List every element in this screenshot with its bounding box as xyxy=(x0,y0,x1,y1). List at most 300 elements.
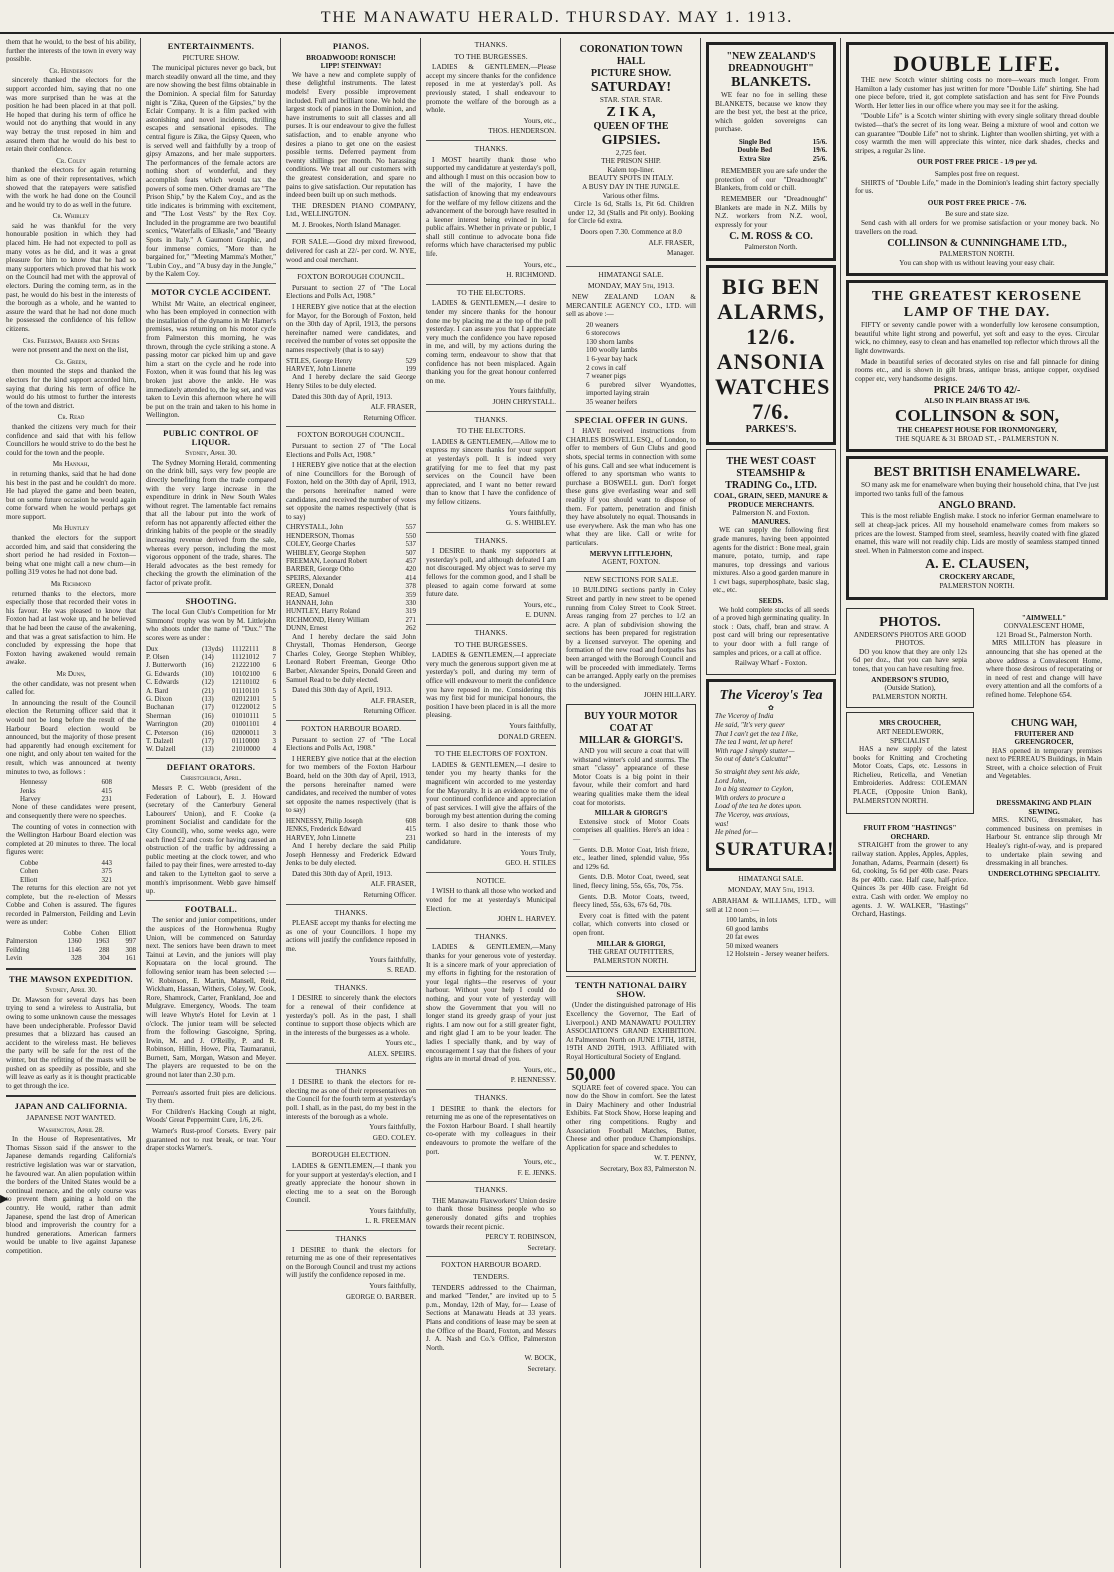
ad-firm: A. E. CLAUSEN, xyxy=(925,557,1029,573)
ad-line: WATCHES xyxy=(715,373,831,399)
viceroys-tea-ad xyxy=(706,679,836,871)
list-item: 12 Holstein - Jersey weaner heifers. xyxy=(726,950,829,959)
table-row: W. Dalzell (13) 21010000 4 xyxy=(146,745,276,754)
ad-line: Doors open 7.30. Commence at 8.0 xyxy=(580,227,682,236)
signature: GEO. H. STILES xyxy=(505,859,556,868)
notice-heading: THANKS. xyxy=(474,143,508,153)
speaker-name: Cr. Henderson xyxy=(49,66,93,75)
ad-title: "AIMWELL" xyxy=(1021,613,1067,622)
divider xyxy=(286,233,416,234)
divider xyxy=(286,720,416,721)
list-item: 130 shorn lambs xyxy=(586,337,634,346)
notice-heading: THANKS. xyxy=(474,40,508,49)
dateline: Christchurch, April. xyxy=(180,774,242,783)
poem-line: He pined for— xyxy=(715,828,758,837)
poem-line: The tea I want, let up here! xyxy=(715,738,793,747)
divider xyxy=(426,928,556,929)
ad-line: FRUITERER AND GREENGROCER, xyxy=(1014,729,1074,747)
table-row: SPEIRS, Alexander 414 xyxy=(286,573,416,582)
article-text: returned thanks to the electors, more especially those that recorded their votes in his favour. He was pleased to know that Foxton had at last woke up, and he believed that he had been the cause of the awakening, and that was a great satisfaction to him. He concluded by expressing the hope that Foxton having awakened would remain awake. xyxy=(6,589,136,667)
article-text: sincerely thanked the electors for the support accorded him, saying that no one was more surprised than he was at the position he had been placed in at that poll. He hoped that during his term of office he would not do anything that would in any way betray the trust reposed in him and assured them that he would do his best to retain their confidence. xyxy=(6,76,136,154)
article-heading: JAPAN AND CALIFORNIA. xyxy=(14,1101,128,1112)
notice-text: LADIES & GENTLEMEN,—I thank you for your support at yesterday's election, and I greatly appreciate the honour shown in electing me to a seat on the Borough Council. xyxy=(286,1161,416,1205)
signature: JOHN HILLARY. xyxy=(643,691,696,700)
ad-price: OUR POST FREE PRICE - 7/6. xyxy=(927,198,1027,207)
article-text: Dr. Mawson for several days has been trying to send a wireless to Australia, but owing to some unknown cause the messages have been undecipherable. Professor David presumes that a blizzard has caused an accident to the wireless mast. He believes the party will be safe for the rest of the winter, but the refitting of the masts will be pushed on as speedily as possible, and she will leave as early as it is thought practicable to get through the ice. xyxy=(6,995,136,1090)
towns-results-table xyxy=(6,929,136,963)
dateline: Washington, April 28. xyxy=(38,1125,104,1134)
article-text: The counting of votes in connection with the Wellington Harbour Board election was completed at 20 minutes to three. The local figures were: xyxy=(6,822,136,857)
column-rule xyxy=(280,38,281,1568)
notice-heading: THANKS. xyxy=(474,628,508,638)
poem-line: With rage I simply stutter— xyxy=(715,746,795,755)
table-row: Harvey 231 xyxy=(20,794,112,803)
divider xyxy=(426,745,556,746)
notice-text: I HEREBY give notice that at the election for two members of the Foxton Harbour Board, held on the 30th day of April, 1913, the persons hereinafter named were candidates, and received the number of votes set opposite the names respectively (that is to say) xyxy=(286,754,416,815)
signature-role: Manager. xyxy=(667,249,694,258)
ad-place: PALMERSTON NORTH. xyxy=(939,250,1015,259)
ad-place: PALMERSTON NORTH. xyxy=(593,956,669,965)
ad-title: "NEW ZEALAND'S DREADNOUGHT" xyxy=(726,51,816,74)
dreadnought-blankets-ad xyxy=(706,42,836,261)
article-heading: PUBLIC CONTROL OF LIQUOR. xyxy=(163,427,259,447)
table-row: Jenks 415 xyxy=(20,786,112,795)
ad-line: Kalem top-liner. xyxy=(607,165,655,174)
table-row: Extra Size 25/6. xyxy=(739,154,827,163)
divider xyxy=(286,979,416,980)
ad-title: DOUBLE LIFE. xyxy=(893,51,1061,76)
table-row: WHIBLEY, George Stephen 507 xyxy=(286,548,416,557)
list-item: 6 storecows xyxy=(586,329,621,338)
ad-title: THE GREATEST KEROSENE LAMP OF THE DAY. xyxy=(871,289,1083,321)
column-7 xyxy=(842,38,1112,1568)
ad-line: Be sure and state size. xyxy=(945,210,1009,219)
speaker-name: Cr. Whibley xyxy=(52,212,90,221)
table-row: CHRYSTALL, John 557 xyxy=(286,523,416,532)
ad-firm: COLLINSON & CUNNINGHAME LTD., xyxy=(887,238,1067,250)
notice-text: LADIES & GENTLEMEN,—Allow me to express my sincere thanks for your support at yesterday's poll. It is indeed very gratifying for me to feel that my past services on the Council have been appreciated, and I want no better reward than to know that I have the confidence of my fellow citizens. xyxy=(426,437,556,506)
section-heading: ENTERTAINMENTS. xyxy=(167,41,255,51)
notice-heading: HIMATANGI SALE. xyxy=(598,269,664,279)
dressmaking-ad xyxy=(980,793,1108,884)
article-heading: FOOTBALL. xyxy=(184,903,238,914)
divider xyxy=(6,1095,136,1097)
notice-subheading: TENDERS. xyxy=(472,1272,510,1282)
notice-heading: BOROUGH ELECTION. xyxy=(311,1150,391,1160)
coronation-hall-ad xyxy=(566,42,696,262)
article-text: Whilst Mr Waite, an electrical engineer, who has been employed in connection with the installation of the dynamo in Mr Hamer's premises, was returning on his motor cycle from Palmerston this morning, he was thrown, through the cycle striking a stone. A passing motor car picked him up and gave him a start on the cycle and he rode into Foxton, when it was found that his leg was broken just above the ankle. He was immediately attended to, the leg set, and was taken to Levin this afternoon where he will be put on the train and taken to his home in Wellington. xyxy=(146,299,276,420)
ad-title: BEST BRITISH ENAMELWARE. xyxy=(873,465,1081,481)
table-row: Hennessy 608 xyxy=(20,778,112,787)
table-row: FREEMAN, Leonard Robert 457 xyxy=(286,556,416,565)
table-row: Cohen 375 xyxy=(20,867,112,876)
ad-text: FIFTY or seventy candle power with a wonderfully low kerosene consumption, beautiful white light strong and powerful, yet soft and easy to the eyes. Circular wick, no chimney, easy to clean and has enamelled top reflector which throws all the light downwards. xyxy=(855,321,1099,356)
ad-text: SQUARE feet of covered space. You can now do the Show in comfort. See the latest in Dairy Machinery and other Industrial Exhibits. Fat Stock Show, Horse leaping and other ring competitions. Rugby and Association Football Matches, Butter, Cheese and other produce Championships. Application for space and schedules to xyxy=(566,1083,696,1152)
signature: L. R. FREEMAN xyxy=(365,1217,416,1226)
council-results-table xyxy=(286,523,416,632)
table-row: STILES, George Henry 529 xyxy=(286,356,416,365)
ad-line: BROADWOOD! RONISCH! xyxy=(306,53,396,62)
notice-text: I DESIRE to sincerely thank the electors for a renewal of their confidence at yesterday's poll. As in the past, I shall continue to support those objects which are in the interests of the burgesses as a whole. xyxy=(286,994,416,1037)
list-item: Gents. D.B. Motor Coats, tweed, fleecy lined, 55s, 63s, 67s 6d, 70s. xyxy=(573,892,689,910)
speaker-name: Mr Hannah, xyxy=(52,460,90,469)
divider xyxy=(146,758,276,759)
table-row: HUNTLEY, Harry Roland 319 xyxy=(286,607,416,616)
ad-brand: ANGLO BRAND. xyxy=(938,500,1016,512)
column-4 xyxy=(422,38,560,1568)
signature-role: Returning Officer. xyxy=(363,891,416,900)
notice-text: Dated this 30th day of April, 1913. xyxy=(292,392,393,401)
speaker-name: Cr. Read xyxy=(57,413,85,422)
divider xyxy=(286,1063,416,1064)
article-text: The local Gun Club's Competition for Mr Simmons' trophy was won by M. Littlejohn who shoots under the name of "Dux." The scores were as under : xyxy=(146,608,276,642)
ad-line: MANURES. xyxy=(751,517,791,526)
ad-firm: THE DRESDEN PIANO COMPANY, Ltd., WELLINGTON. xyxy=(286,201,416,219)
motor-coat-ad xyxy=(566,704,696,972)
signature: ALF. FRASER, xyxy=(648,238,694,247)
table-row: Palmerston 1360 1963 997 xyxy=(6,937,136,946)
notice-heading: FOXTON HARBOUR BOARD. xyxy=(300,723,402,733)
signature-close: Yours, etc., xyxy=(523,600,556,609)
table-row: HENNESSY, Philip Joseph 608 xyxy=(286,816,416,825)
signature-role: Secretary, Box 83, Palmerston N. xyxy=(600,1164,696,1173)
list-item: 100 lambs, in lots xyxy=(726,916,778,925)
ad-line: ANSONIA xyxy=(716,348,826,374)
table-row: P. Olsen (14) 11121012 7 xyxy=(146,653,276,661)
ad-text: SO many ask me for enamelware when buying their household china, that I've just imported two tanks full of the famous xyxy=(855,481,1099,498)
ad-title: THE WEST COAST STEAMSHIP & TRADING Co., LTD. xyxy=(725,455,817,491)
article-subheading: JAPANESE NOT WANTED. xyxy=(26,1113,116,1122)
ad-title: The Viceroy's Tea xyxy=(719,687,823,703)
column-5 xyxy=(562,38,700,1568)
article-text: thanked the electors for the support accorded him, and said that considering the short period he had resided in Foxton—being what one might call a new chum—in polling 319 votes he had not done bad. xyxy=(6,534,136,577)
signature-close: Yours, etc., xyxy=(523,260,556,269)
ad-text: Send cash with all orders for we promise satisfaction or your money back. No travellers on the road. xyxy=(855,218,1099,236)
signature: F. E. JENKS. xyxy=(517,1168,556,1177)
column-1 xyxy=(2,38,140,1568)
article-text: In the House of Representatives, Mr Thomas Sisson said if the answer to the Japanese demands regarding California's restrictive legislation was war or starvation, he favoured war. An alien population within the borders of the United States would be a continual menace, and the only course was to prevent them gaining a hold on the country. He would, rather than admit Japanese, spend the last drop of American blood and improverish the country for a hundred generations. American farmers would be unable to live against Japanese competition. xyxy=(6,1135,136,1255)
divider xyxy=(286,1230,416,1231)
ad-text: Extensive stock of Motor Coats comprises all qualities. Here's an idea :— xyxy=(573,817,689,843)
table-row: G. Edwards (10) 10102100 6 xyxy=(146,669,276,678)
table-row: GREEN, Donald 378 xyxy=(286,582,416,591)
notice-heading: THANKS. xyxy=(474,535,508,545)
ad-place: THE SQUARE & 31 BROAD ST., - PALMERSTON N. xyxy=(895,434,1059,443)
notice-text: Warner's Rust-proof Corsets. Every pair guaranteed not to rust break, or tear. Your draper stocks Warner's. xyxy=(146,1127,276,1153)
signature-close: Yours, etc., xyxy=(523,1065,556,1074)
harbour-board-results-table xyxy=(286,817,416,842)
table-row: HARVEY, John Linnette 231 xyxy=(286,833,416,842)
signature: THOS. HENDERSON. xyxy=(488,127,556,136)
poem-line: The Viceroy, was anxious, xyxy=(715,810,790,819)
ad-line: COAL, GRAIN, SEED, MANURE & PRODUCE MERCHANTS. xyxy=(713,491,829,509)
notice-heading: THANKS. xyxy=(474,931,508,941)
table-header-row: Cobbe Cohen Elliott xyxy=(63,929,136,938)
divider xyxy=(426,624,556,625)
ad-line: PICTURE SHOW. xyxy=(590,68,672,79)
ad-text: HAS a new supply of the latest books for Knitting and Crocheting Motor Coats, Caps, etc. Lessons in Richelieu, Reticella, and Venetian Embroideries. Address: COLEMAN PLACE, (Opposite Union Bank), PALMERSTON NORTH. xyxy=(853,745,967,805)
signature: GEORGE O. BARBER. xyxy=(345,1292,416,1301)
enamelware-ad xyxy=(846,456,1108,599)
ad-title: DRESSMAKING AND PLAIN SEWING. xyxy=(996,799,1092,816)
list-item: Gents. D.B. Motor Coat, Irish frieze, etc., leather lined, splendid value, 95s and 129s 6d. xyxy=(573,845,689,871)
signature: S. READ. xyxy=(387,966,416,975)
notice-heading: NEW SECTIONS FOR SALE. xyxy=(583,574,679,584)
poem-line: The Viceroy of India xyxy=(715,712,774,721)
ad-text: WE can supply the following first grade manures, having been appointed agents for the district : Bone meal, grain manure, potato, turnip, and rape manures, top dressings and various mixtures. Also a good garden manure in 1 cwt bags, superphosphate, basic slag, etc., etc. xyxy=(713,526,829,595)
signature-close: Yours faithfully, xyxy=(369,1206,416,1215)
list-item: 2 cows in calf xyxy=(586,363,627,372)
poem-line: was! xyxy=(715,819,729,828)
notice-text: And I hereby declare the said John Chrystall, Thomas Henderson, George Charles Coley, George Stephen Whibley, Leonard Robert Freeman, George Otho Barber, Alexander Speirs, Donald Green and Samuel Read to be duly elected. xyxy=(286,632,416,684)
table-row: JENKS, Frederick Edward 415 xyxy=(286,825,416,834)
ad-line: CONVALESCENT HOME, xyxy=(1003,622,1085,631)
ad-line: BIG BEN xyxy=(721,273,821,299)
ad-brand: SURATURA! xyxy=(715,838,835,860)
divider xyxy=(146,1084,276,1085)
article-heading: MOTOR CYCLE ACCIDENT. xyxy=(151,287,271,298)
ad-text: We have a new and complete supply of these delightful instruments. The latest models! Every possible improvement included. Full and brilliant tone. We hold the largest stock of pianos in the Dominion, and have instruments to suit all classes and all purses. It is our endeavour to give the fullest satisfaction, and to enable anyone who desires a piano to get one on the easiest possible terms. Deferred payment from twenty shillings per month. No harassing conditions. We treat all our customers with the greatest consideration, and spare no pains to give satisfaction. Our reputation has indeed been built up on such methods. xyxy=(286,70,416,200)
ad-line: You can shop with us without leaving your easy chair. xyxy=(899,258,1055,267)
list-item: 20 fat ewes xyxy=(726,933,759,942)
notice-text: I DESIRE to thank the electors for returning me as one of their representatives on the Borough Council and trust my actions will justify the confidence reposed in me. xyxy=(286,1245,416,1280)
ad-text: WE fear no foe in selling these BLANKETS, because we know they are the best yet, the best at the price, which golden sovereigns can purchase. xyxy=(715,91,827,134)
ad-line: ART NEEDLEWORK, xyxy=(876,727,944,736)
signature-role: Returning Officer. xyxy=(363,413,416,422)
speaker-name: Cr. Green, xyxy=(55,357,87,366)
ad-place: Palmerston N. and Foxton. xyxy=(732,509,810,518)
ad-big-number: 50,000 xyxy=(566,1063,616,1084)
divider xyxy=(286,1146,416,1147)
article-subheading: PICTURE SHOW. xyxy=(182,52,240,62)
divider xyxy=(426,1181,556,1182)
signature-close: Yours faithfully, xyxy=(369,955,416,964)
ad-text: Circle 1s 6d, Stalls 1s, Pit 6d. Children under 12, 3d (Stalls and Pit only). Booking for Circle 6d extra. xyxy=(568,200,694,226)
ad-place: 121 Broad St., Palmerston North. xyxy=(995,630,1093,639)
notice-heading: NOTICE. xyxy=(476,875,506,885)
signature-role: Secretary. xyxy=(527,1364,556,1373)
article-text: in returning thanks, said that he had done his best in the past and he couldn't do more. He had played the game and been beaten, but on some future occasion he would again come forward when he would perhaps get more support. xyxy=(6,469,136,521)
aimwell-ad xyxy=(980,608,1108,708)
signature: G. S. WHIBLEY. xyxy=(505,519,556,528)
speaker-name: Mr Richmond xyxy=(50,580,92,589)
notice-heading: THANKS. xyxy=(334,982,368,992)
table-row: HANNAH, John 330 xyxy=(286,598,416,607)
signature: H. RICHMOND. xyxy=(506,271,556,280)
divider xyxy=(426,1256,556,1257)
notice-heading: THANKS. xyxy=(474,1092,508,1102)
notice-subheading: MONDAY, MAY 5th, 1913. xyxy=(587,281,675,291)
notice-text: Perreau's assorted fruit pies are delicious. Try them. xyxy=(146,1088,276,1106)
wellington-results-table xyxy=(6,859,136,884)
ad-price: ALSO IN PLAIN BRASS AT 19/6. xyxy=(924,397,1030,406)
ad-text: MRS. KING, dressmaker, has commenced business on premises in Harbour St. entrance slip through Mr Healey's right-of-way, and is prepared to undertake plain sewing and dressmaking in all branches. xyxy=(986,816,1102,868)
divider xyxy=(566,411,696,412)
sale-items-list xyxy=(566,321,696,407)
table-row: READ, Samuel 359 xyxy=(286,590,416,599)
notice-subheading: TO THE ELECTORS. xyxy=(456,426,526,436)
notice-text: LADIES & GENTLEMEN,—I appreciate very much the generous support given me at yesterday's poll, and during my term of office will endeavour to merit the confidence you have reposed in me. Considering this was my first bid for municipal honours, the position I have been placed in is all the more pleasing. xyxy=(426,651,556,720)
notice-text: I DESIRE to thank my supporters at yesterday's poll, and although defeated I am not discouraged. My object was to serve my fellows for the common good, and I shall be pleased to again come forward at some future date. xyxy=(426,547,556,599)
signature-close: Yours faithfully, xyxy=(509,508,556,517)
ad-text: We hold complete stocks of all seeds of a proved high germinating quality. In stock : Oats, chaff, bran and straw. A post card will bring our representative to your door with a full range of samples and prices, or a call at office. xyxy=(713,605,829,657)
ad-price: OUR POST FREE PRICE - 1/9 per yd. xyxy=(917,158,1037,167)
ad-text: Made in beautiful series of decorated styles on rise and fall pinnacle for dining rooms etc., and is shown in gilt brass, antique brass, antique copper, oxydised copper etc, very handsome designs. xyxy=(855,357,1099,383)
speaker-name: Mr Huntley xyxy=(52,524,90,533)
speaker-name: Mr Dunn, xyxy=(56,669,86,678)
article-text: thanked the electors for again returning him as one of their representatives, which showed that the ratepayers were satisfied with the work he had done on the Council and he would try to do as well in the future. xyxy=(6,166,136,209)
table-row: G. Dixon (13) 02012101 5 xyxy=(146,695,276,704)
ad-line: BEAUTY SPOTS IN ITALY. xyxy=(588,174,674,183)
table-row: Sherman (16) 01010111 5 xyxy=(146,711,276,720)
ad-line: A BUSY DAY IN THE JUNGLE. xyxy=(582,182,680,191)
ad-heading: TENTH NATIONAL DAIRY SHOW. xyxy=(574,980,688,999)
article-text: then mounted the steps and thanked the electors for the kind support accorded him, saying that during his term of office he would do his utmost to further the interests of the town and district. xyxy=(6,367,136,410)
photos-ad xyxy=(846,608,974,709)
notice-text: And I hereby declare the said Philip Joseph Hennessy and Frederick Edward Jenks to be duly elected. xyxy=(286,842,416,868)
notice-text: Pursuant to section 27 of "The Local Elections and Polls Act, 1908." xyxy=(286,735,416,753)
notice-text: LADIES & GENTLEMEN,—Many thanks for your generous vote of yesterday. It is a sincere mark of your appreciation of my efforts in fighting for the restoration of your legal rights—the reserves of your harbour. Without your help I could do nothing, and your vote of yesterday will show the Government that you will no longer stand its greedy grasp of your just rights. I am now out for a still greater fight, and right glad I am to be your leader. The ladies I specially thank, and by way of encouragement I say that the fishers of your rights are in mortal dread of you. xyxy=(426,943,556,1064)
signature: ALF. FRASER, xyxy=(370,403,416,412)
divider xyxy=(426,532,556,533)
double-life-ad xyxy=(846,42,1108,276)
divider xyxy=(146,424,276,425)
ad-text: AND you will secure a coat that will withstand winter's cold and storms. The smart "classy" appearance of these Motor Coats is a big point in their favour, while their comfort and hard wearing qualities make them the ideal coat for motorists. xyxy=(573,747,689,807)
table-row: Dux (13yds) 11122111 8 xyxy=(146,644,276,653)
article-heading: DEFIANT ORATORS. xyxy=(166,761,256,772)
notice-heading: THANKS. xyxy=(334,907,368,917)
ad-line: Z I K A, xyxy=(606,104,656,120)
harbour-results-table xyxy=(6,778,136,803)
notice-text: NEW ZEALAND LOAN & MERCANTILE AGENCY CO., LTD. will sell as above :— xyxy=(566,292,696,319)
ad-title: PHOTOS. xyxy=(879,614,941,630)
ad-text: DO you know that they are only 12s 6d per doz., that you can have sepia tones, that you can have resulting free. xyxy=(853,647,967,673)
notice-subheading: TO THE BURGESSES. xyxy=(454,51,528,61)
notice-heading: FOXTON HARBOUR BOARD. xyxy=(440,1260,542,1270)
poem-line: Lord John, xyxy=(715,776,747,785)
ad-line: (Outside Station), xyxy=(884,684,936,693)
poem-line: In a big steamer to Ceylon, xyxy=(715,785,794,794)
ad-firm: MILLAR & GIORGI'S. xyxy=(579,735,683,747)
column-rule xyxy=(420,38,421,1568)
signature: PERCY T. ROBINSON, xyxy=(485,1233,556,1242)
ad-line: STAR. STAR. STAR. xyxy=(599,96,663,104)
notice-text: I HEREBY give notice that at the election of nine Councillors for the Borough of Foxton, held on the 30th day of April, 1913, the persons hereinafter named were candidates, and received the number of votes set opposite the names respectively (that is to say) xyxy=(286,461,416,521)
column-rule xyxy=(840,38,841,1568)
ad-line: 2,725 feet. xyxy=(615,148,647,157)
divider xyxy=(426,1089,556,1090)
table-row: C. Peterson (16) 02000011 3 xyxy=(146,728,276,737)
ad-text: "Double Life" is a Scotch winter shirting with every single solitary thread double twisted—that's the secret of its long wear. Being a mixture of wool and cotton we can guarantee "Double Life" not to shrink. Lighter than woollen shirting, yet with a cosy warmth the men will appreciate this winter, nice dark shades, checks and stripes, a regular 2s line. xyxy=(855,112,1099,155)
table-row: A. Bard (21) 01110110 5 xyxy=(146,686,276,695)
ad-line: 12/6. xyxy=(746,323,796,349)
ad-line: Samples post free on request. xyxy=(934,169,1020,178)
notice-text: I MOST heartily thank those who supported my candidature at yesterday's poll, and although I must on this occasion bow to the will of the majority, I have the satisfaction of knowing that my endeavours for the welfare of my fellow citizens and the advancement of the borough have resulted in a keener interest being evinced in local public affairs. Whether in private or public, I shall still continue to advocate bona fide reforms which have characterised my public life. xyxy=(426,155,556,259)
list-item: 35 weaner heifers xyxy=(586,398,638,407)
list-item: 1 6-year bay hack xyxy=(586,355,638,364)
article-heading: THE MAWSON EXPEDITION. xyxy=(9,973,133,984)
divider xyxy=(146,900,276,901)
notice-text: And I hereby declare the said George Henry Stiles to be duly elected. xyxy=(286,373,416,390)
table-row: C. Edwards (12) 12110102 6 xyxy=(146,678,276,687)
divider xyxy=(566,266,696,267)
divider xyxy=(426,284,556,285)
table-row: J. Butterworth (16) 21222100 6 xyxy=(146,661,276,670)
list-item: 100 woolly lambs xyxy=(586,346,638,355)
column-6 xyxy=(702,38,840,1568)
signature-close: Yours faithfully, xyxy=(509,387,556,396)
table-row: Buchanan (17) 01220012 5 xyxy=(146,703,276,712)
ad-line: Various other films. xyxy=(602,191,660,200)
ad-text: This is the most reliable English make. I stock no inferior German enamelware to sell at cheap-jack prices. All my household enamelware comes from makers so prices are the lowest. Stamped from steel, seamless, heavily coated with fine glazed enamel, this ware will not readily chip. Lids are mostly of seamless stamped tinned steel. When in Palmerston come and inspect. xyxy=(855,512,1099,555)
signature-close: Yours faithfully, xyxy=(509,721,556,730)
article-text: were not present and the next on the list, xyxy=(12,346,129,355)
ad-firm: MILLAR & GIORGI, xyxy=(596,939,666,948)
signature-close: Yours faithfully, xyxy=(369,1282,416,1291)
table-row: T. Dalzell (17) 01110000 3 xyxy=(146,737,276,746)
ad-line: THE PRISON SHIP. xyxy=(601,157,661,166)
article-text: them that he would, to the best of his ability, further the interests of the town in every way possible. xyxy=(6,38,136,64)
blanket-prices-table xyxy=(715,138,827,163)
ad-firm: MERVYN LITTLEJOHN, xyxy=(589,549,673,558)
notice-text: LADIES & GENTLEMEN,—I desire to tender you my hearty thanks for the magnificent win accorded to me yesterday for the Mayoralty. It is an evidence to me of your continued confidence and appreciation of past services. I will give the affairs of the borough my best attention during the coming term. I also desire to thank those who worked so hard in the interests of my candidature. xyxy=(426,760,556,847)
article-text: thanked the citizens very much for their confidence and said that with his fellow Councillors he would strive to do the best he could for the town and the people. xyxy=(6,422,136,457)
article-heading: SHOOTING. xyxy=(185,595,237,606)
table-row: Double Bed 19/6. xyxy=(737,146,827,155)
ad-place: PALMERSTON NORTH. xyxy=(939,581,1015,590)
ad-text: THE new Scotch winter shirting costs no more—wears much longer. From Hamilton a lady customer has just written for more "Double Life" shirting. She had one piece before, tried it, got complete satisfaction and has sent for Five Pounds Worth. Her letter lies in our office where you may see it for the asking. xyxy=(855,76,1099,110)
table-row: Feilding 1146 288 308 xyxy=(6,945,136,954)
ad-price: PRICE 24/6 TO 42/- xyxy=(933,385,1021,397)
article-text: the other candidate, was not present when called for. xyxy=(6,679,136,697)
ad-title: CHUNG WAH, xyxy=(1011,717,1077,729)
notice-text: I DESIRE to thank the electors for re-electing me as one of their representatives on the Council for the fourth term at yesterday's poll. I shall, as in the past, do my best in the interests of the borough as a whole. xyxy=(286,1078,416,1121)
ad-firm: PARKES'S. xyxy=(745,423,797,435)
mayor-results-table xyxy=(286,357,416,374)
ornament-icon: ✿ xyxy=(767,703,775,712)
ad-text: STRAIGHT from the grower to any railway station. Apples, Apples, Apples, Jonathan, Adams, Pearmain (desert) 6s 6d, cooking, 5s 6d per 40lb case. Pears 8s per 40lb. case. Half case, half-price. Quinces 3s per 40lb case. Freight 6d extra. Cash with order. We employ no agents. J. W. WALKER, "Hastings" Orchard, Hastings. xyxy=(852,841,968,919)
notice-text: ABRAHAM & WILLIAMS, LTD., will sell at 12 noon :— xyxy=(706,896,836,914)
signature: W. T. PENNY, xyxy=(654,1154,696,1163)
ad-role: AGENT, FOXTON. xyxy=(601,558,661,567)
notice-text: LADIES & GENTLEMEN,—I desire to tender my sincere thanks for the honour done me by placing me at the top of the poll yesterday. I can assure you that I appreciate very much the confidence you have reposed in me, and will, by my actions during the coming term, endeavour to show that that confidence has not been misplaced. Again thanking you for the great honour conferred on me. xyxy=(426,299,556,385)
notice-heading: THANKS xyxy=(335,1234,367,1244)
arrow-marker-icon: ▶ xyxy=(0,1193,9,1205)
table-row: Elliott 321 xyxy=(20,875,112,884)
signature: DONALD GREEN. xyxy=(498,732,556,741)
ad-firm: ANDERSON'S STUDIO, xyxy=(871,675,949,684)
masthead-title: THE MANAWATU HERALD. THURSDAY. MAY 1. 1913. xyxy=(320,9,794,26)
ad-place: PALMERSTON NORTH. xyxy=(872,692,948,701)
notice-text: Dated this 30th day of April, 1913. xyxy=(292,869,393,878)
ad-title: FRUIT FROM "HASTINGS" ORCHARD. xyxy=(863,824,957,841)
table-row: DUNN, Ernest 262 xyxy=(286,624,416,633)
list-item: Gents. D.B. Motor Coat, tweed, seat lined, fleecy lining, 55s, 65s, 70s, 75s. xyxy=(573,873,689,890)
ad-line: ALARMS, xyxy=(717,298,825,324)
notice-heading: HIMATANGI SALE. xyxy=(738,873,804,883)
ad-heading: SPECIAL OFFER IN GUNS. xyxy=(574,414,688,425)
ad-line: BLANKETS. xyxy=(731,75,811,90)
ad-place: Railway Wharf - Foxton. xyxy=(734,659,808,668)
signature-close: Yours etc., xyxy=(385,1039,416,1048)
list-item: 50 mixed weaners xyxy=(726,941,779,950)
divider xyxy=(146,592,276,593)
ad-place: Palmerston North. xyxy=(744,243,798,252)
notice-heading: THANKS. xyxy=(474,414,508,424)
article-text: Messrs P. C. Webb (president of the Federation of Labour), E. J. Howard (secretary of the Canterbury General Labourers' Union), and F. Cooke (a prominent Socialist and candidate for the City Council), who, some weeks ago, were each fined £2 and costs for having caused an obstruction of the traffic by addressing a public meeting at the clock tower, and who failed to pay their fines, were arrested to-day and taken to the Lyttelton gaol to serve a month's imprisonment. Webb gave himself up. xyxy=(146,784,276,896)
poem-line: He said, "It's very queer xyxy=(715,721,785,729)
notice-heading: FOXTON BOROUGH COUNCIL. xyxy=(297,430,405,440)
